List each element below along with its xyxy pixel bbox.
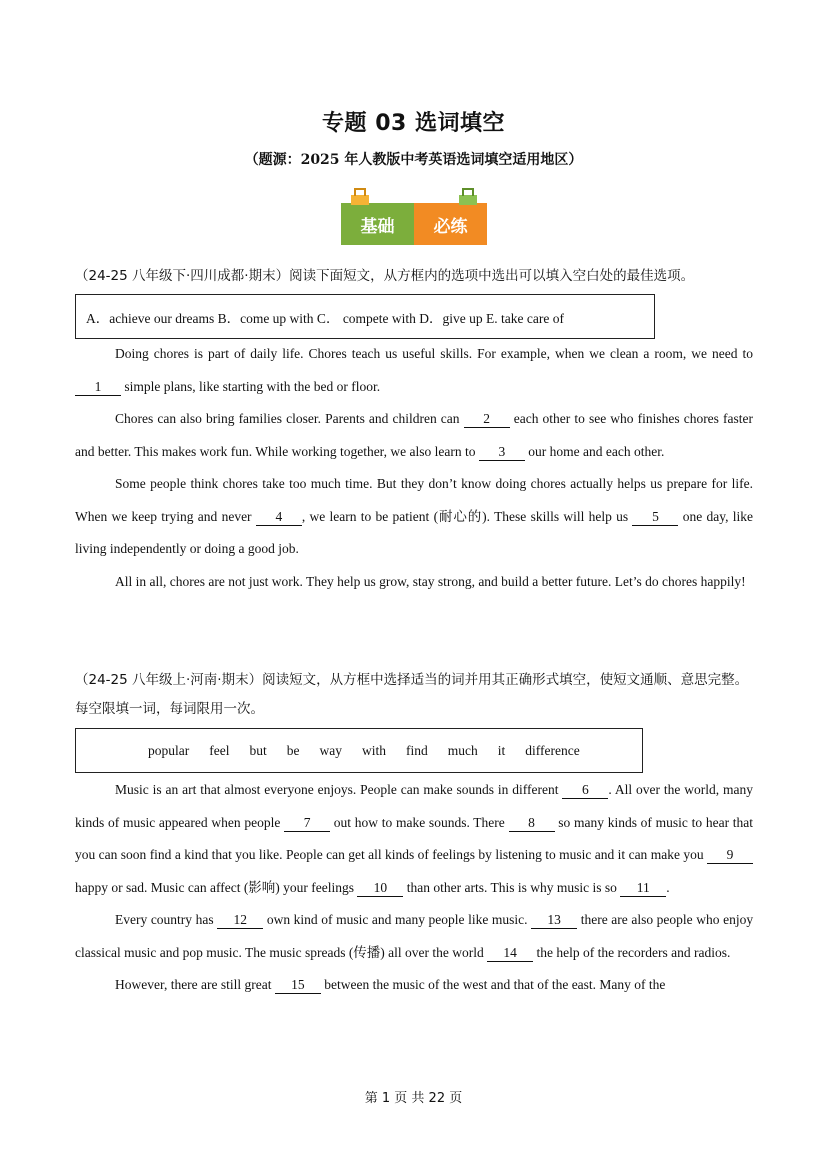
question2-intro: （24-25 八年级上·河南·期末）阅读短文，从方框中选择适当的词并用其正确形式填空，使短文通顺、意思完整。每空限填一词，每词限用一次。 [75,672,749,717]
word-option: with [362,742,387,758]
question1-options-box [75,294,655,339]
section-badge [341,203,487,245]
blank-7[interactable]: 7 [284,814,330,832]
word-option: much [447,742,478,758]
blank-14[interactable]: 14 [487,944,533,962]
word-option: but [249,742,267,758]
blank-8[interactable]: 8 [509,814,555,832]
question2-word-box [75,728,643,773]
q2-paragraph-2: Every country has 12 own kind of music and many people like music. 13 there are also people who enjoy classical music and pop music. The music spreads (传播) all over the world 14 the help of the recorders and radios. [75,912,754,960]
blank-10[interactable]: 10 [357,879,403,897]
q2-paragraph-1: Music is an art that almost everyone enjoys. People can make sounds in different 6 . All over the world, many kinds of music appeared when people 7 out how to make sounds. There 8 so many kinds of music to hear that you can soon find a kind that you like. People can get all kinds of feelings by listening to music and it can make you 9 happy or sad. Music can affect (影响) your feelings 10 than other arts. This is why music is so 11 . [75,782,754,895]
word-option: be [286,742,300,758]
clip-icon [457,187,479,207]
blank-11[interactable]: 11 [620,879,666,897]
question2-passage [75,774,753,1002]
clip-icon [349,187,371,207]
blank-13[interactable]: 13 [531,911,577,929]
blank-3[interactable]: 3 [479,443,525,461]
blank-12[interactable]: 12 [217,911,263,929]
q1-paragraph-4: All in all, chores are not just work. They help us grow, stay strong, and build a better future. Let’s do chores happily! [115,573,746,589]
word-option: it [497,742,506,758]
blank-5[interactable]: 5 [632,508,678,526]
blank-2[interactable]: 2 [464,410,510,428]
q1-paragraph-2: Chores can also bring families closer. Parents and children can 2 each other to see who finishes chores faster and better. This makes work fun. While working together, we also learn to 3 our home and each other. [75,411,753,459]
badge-right: 必练 [414,203,487,245]
word-option: feel [209,742,230,758]
badge-left: 基础 [341,203,414,245]
word-option: find [406,742,428,758]
blank-6[interactable]: 6 [562,781,608,799]
blank-9[interactable]: 9 [707,846,753,864]
question1-intro: （24-25 八年级下·四川成都·期末）阅读下面短文，从方框内的选项中选出可以填入空白处的最佳选项。 [75,268,695,284]
page-footer: 第 1 页 共 22 页 [364,1091,463,1106]
q2-paragraph-3: However, there are still great 15 between the music of the west and that of the east. Many of the [115,977,666,992]
q1-paragraph-3: Some people think chores take too much time. But they don’t know doing chores actually helps us prepare for life. When we keep trying and never 4 , we learn to be patient (耐心的). These skills will help us 5 one day, like living independently or doing a good job. [75,476,754,556]
page-subtitle: （题源：2025 年人教版中考英语选词填空适用地区） [244,152,583,168]
word-option: way [319,742,342,758]
question1-options: A．achieve our dreams B．come up with C． compete with D．give up E. take care of [86,310,564,326]
word-option: difference [525,742,580,758]
word-option: popular [148,742,190,758]
blank-15[interactable]: 15 [275,976,321,994]
blank-4[interactable]: 4 [256,508,302,526]
question1-passage [75,338,753,598]
blank-1[interactable]: 1 [75,378,121,396]
q1-paragraph-1: Doing chores is part of daily life. Chores teach us useful skills. For example, when we clean a room, we need to 1 simple plans, like starting with the bed or floor. [75,338,753,403]
page-title: 专题 03 选词填空 [322,111,505,136]
